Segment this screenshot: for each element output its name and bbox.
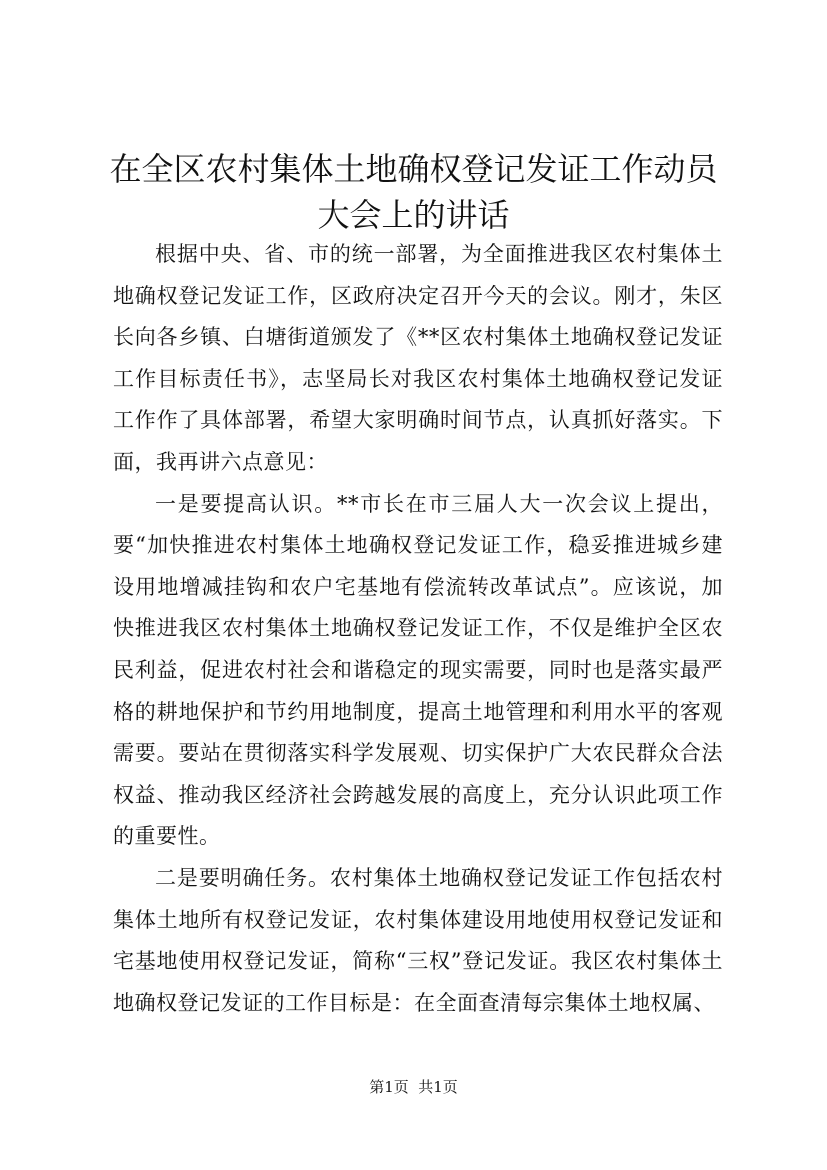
document-body [113,234,723,1024]
paragraph-intro: 根据中央、省、市的统一部署，为全面推进我区农村集体土地确权登记发证工作，区政府决定召开今天的会议。刚才，朱区长向各乡镇、白塘街道颁发了《**区农村集体土地确权登记发证工作目标责任书》，志坚局长对我区农村集体土地确权登记发证工作作了具体部署，希望大家明确时间节点，认真抓好落实。下面，我再讲六点意见： [113,242,723,474]
paragraph-point-two: 二是要明确任务。农村集体土地确权登记发证工作包括农村集体土地所有权登记发证，农村集体建设用地使用权登记发证和宅基地使用权登记发证，简称“三权”登记发证。我区农村集体土地确权登记发证的工作目标是：在全面查清每宗集体土地权属、 [113,865,723,1015]
document-title: 在全区农村集体土地确权登记发证工作动员大会上的讲话 [109,150,718,234]
paragraph-point-one: 一是要提高认识。**市长在市三届人大一次会议上提出，要“加快推进农村集体土地确权登记发证工作，稳妥推进城乡建设用地增减挂钩和农户宅基地有偿流转改革试点”。应该说，加快推进我区农村集体土地确权登记发证工作，不仅是维护全区农民利益，促进农村社会和谐稳定的现实需要，同时也是落实最严格的耕地保护和节约用地制度，提高土地管理和利用水平的客观需要。要站在贯彻落实科学发展观、切实保护广大农民群众合法权益、推动我区经济社会跨越发展的高度上，充分认识此项工作的重要性。 [113,491,723,849]
page-number-footer: 第1页 共1页 [369,1078,458,1096]
